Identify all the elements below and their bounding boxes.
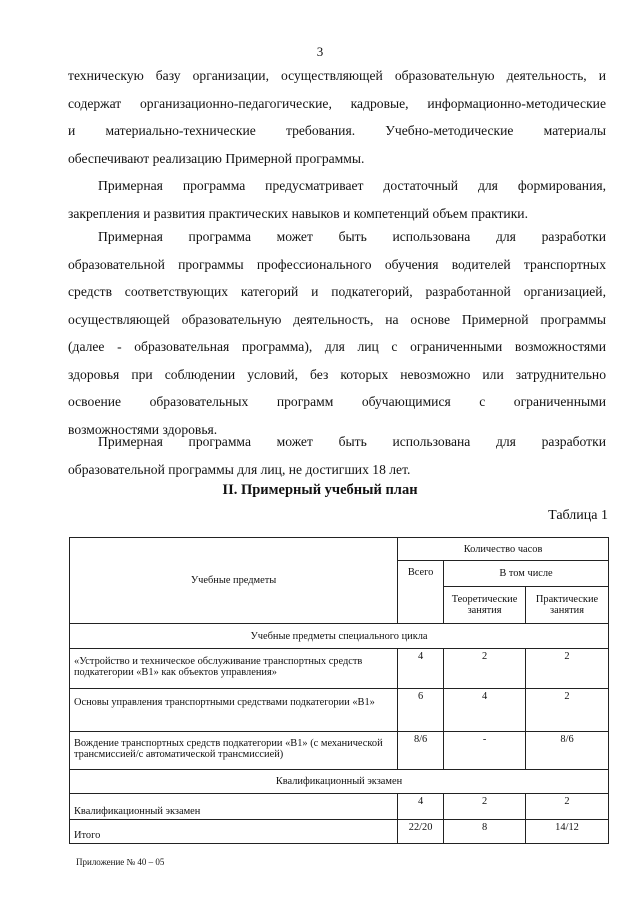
subject-name: Вождение транспортных средств подкатегории «В1» (с механической трансмиссией/с автоматической трансмиссией): [70, 732, 398, 770]
hours-total: 8/6: [398, 732, 444, 770]
header-theory: Теоретические занятия: [444, 587, 526, 624]
paragraph-line: Примерная программа может быть использована для разработки: [98, 229, 606, 244]
table-total-row: [70, 820, 609, 844]
subject-name: Основы управления транспортными средствами подкатегории «В1»: [70, 689, 398, 732]
hours-total: 6: [398, 689, 444, 732]
paragraph-line: освоение образовательных программ обучающимися с ограниченными: [68, 394, 606, 409]
table-row: [70, 649, 609, 689]
paragraph-line: осуществляющей образовательную деятельность, на основе Примерной программы: [68, 311, 606, 327]
footer-appendix: Приложение № 40 – 05: [76, 857, 165, 867]
hours-theory: -: [444, 732, 526, 770]
paragraph-line: образовательной программы профессионального обучения водителей транспортных: [68, 256, 606, 272]
hours-practice: 2: [526, 649, 609, 689]
total-label: Итого: [70, 820, 398, 844]
paragraph-line: закрепления и развития практических навыков и компетенций объем практики.: [68, 205, 528, 221]
paragraph-2: [68, 172, 606, 227]
hours-theory: 2: [444, 794, 526, 820]
paragraph-line: средств соответствующих категорий и подкатегорий, разработанной организацией,: [68, 284, 606, 299]
paragraph-line: и материально-технические требования. Учебно-методические материалы: [68, 123, 606, 138]
header-subjects: Учебные предметы: [70, 538, 398, 624]
table-header-row: [70, 538, 609, 561]
paragraph-line: образовательной программы для лиц, не достигших 18 лет.: [68, 461, 411, 477]
hours-total: 22/20: [398, 820, 444, 844]
paragraph-line: Примерная программа может быть использована для разработки: [98, 434, 606, 449]
hours-practice: 2: [526, 794, 609, 820]
header-hours: Количество часов: [398, 538, 609, 561]
section-title: II. Примерный учебный план: [222, 482, 418, 498]
paragraph-line: Примерная программа предусматривает достаточный для формирования,: [98, 178, 606, 193]
hours-theory: 8: [444, 820, 526, 844]
section-special-cycle: Учебные предметы специального цикла: [70, 624, 609, 649]
header-including: В том числе: [444, 561, 609, 587]
table-section-row: [70, 770, 609, 794]
subject-name: «Устройство и техническое обслуживание транспортных средств подкатегории «В1» как объектов управления»: [70, 649, 398, 689]
paragraph-line: обеспечивают реализацию Примерной программы.: [68, 150, 365, 166]
paragraph-line: содержат организационно-педагогические, кадровые, информационно-методические: [68, 95, 606, 111]
hours-theory: 4: [444, 689, 526, 732]
table-caption: Таблица 1: [548, 508, 608, 523]
subject-name: Квалификационный экзамен: [70, 794, 398, 820]
table-row: [70, 732, 609, 770]
hours-total: 4: [398, 794, 444, 820]
table-section-row: [70, 624, 609, 649]
hours-practice: 8/6: [526, 732, 609, 770]
curriculum-table: [69, 537, 609, 844]
paragraph-line: здоровья при соблюдении условий, без которых невозможно или затруднительно: [68, 366, 606, 382]
page-number: 3: [316, 44, 324, 59]
header-practice: Практические занятия: [526, 587, 609, 624]
hours-practice: 14/12: [526, 820, 609, 844]
paragraph-line: (далее - образовательная программа), для лиц с ограниченными возможностями: [68, 339, 606, 354]
hours-practice: 2: [526, 689, 609, 732]
hours-total: 4: [398, 649, 444, 689]
header-total: Всего: [398, 561, 444, 624]
paragraph-3: [68, 223, 606, 443]
paragraph-line: возможностями здоровья.: [68, 421, 218, 437]
hours-theory: 2: [444, 649, 526, 689]
table-row: [70, 689, 609, 732]
section-exam: Квалификационный экзамен: [70, 770, 609, 794]
table-row: [70, 794, 609, 820]
paragraph-line: техническую базу организации, осуществляющей образовательную деятельность, и: [68, 68, 606, 83]
paragraph-1: [68, 62, 606, 172]
paragraph-4: [68, 428, 606, 483]
